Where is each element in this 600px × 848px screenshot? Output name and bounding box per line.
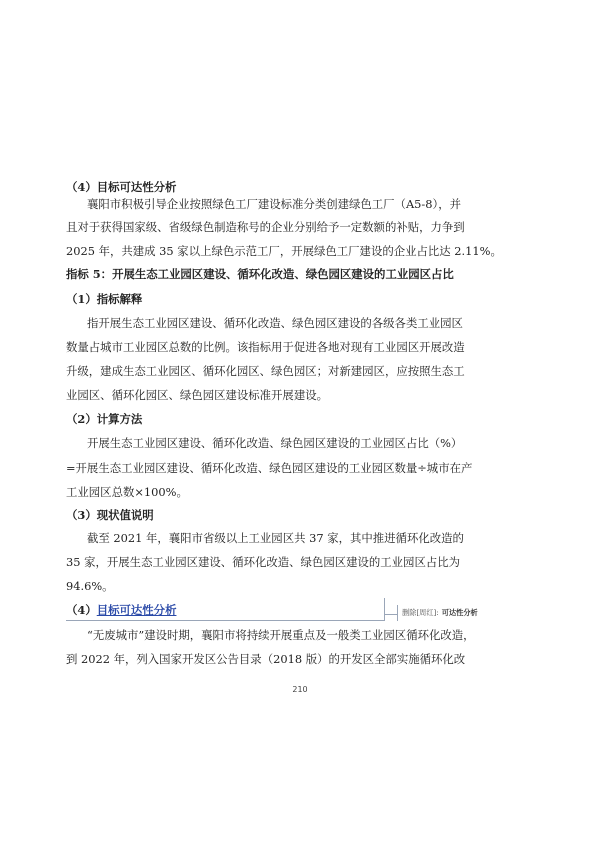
paragraph-line: 截至 2021 年，襄阳市省级以上工业园区共 37 家，其中推进循环化改造的 <box>87 531 464 545</box>
section-heading: （2）计算方法 <box>66 412 143 426</box>
paragraph-line: 襄阳市积极引导企业按照绿色工厂建设标准分类创建绿色工厂（A5-8），并 <box>87 197 461 211</box>
revision-deleted-text: 可达性分析 <box>441 608 478 617</box>
paragraph-line: 指开展生态工业园区建设、循环化改造、绿色园区建设的各级各类工业园区 <box>87 316 463 330</box>
section-heading: （1）指标解释 <box>66 292 143 306</box>
indicator-heading: 指标 5：开展生态工业园区建设、循环化改造、绿色园区建设的工业园区占比 <box>66 267 454 281</box>
paragraph-line: 2025 年，共建成 35 家以上绿色示范工厂，开展绿色工厂建设的企业占比达 2.11%。 <box>66 244 502 258</box>
paragraph-line: 数量占城市工业园区总数的比例。该指标用于促进各地对现有工业园区开展改造 <box>66 340 465 354</box>
revised-heading <box>66 603 176 617</box>
paragraph-line: 升级，建成生态工业园区、循环化园区、绿色园区；对新建园区，应按照生态工 <box>66 364 465 378</box>
paragraph-line: “无废城市”建设时期，襄阳市将持续开展重点及一般类工业园区循环化改造， <box>87 628 475 642</box>
paragraph-line: 工业园区总数×100%。 <box>66 485 188 499</box>
revision-connector-line <box>66 620 385 621</box>
paragraph-line: 且对于获得国家级、省级绿色制造称号的企业分别给予一定数额的补贴，力争到 <box>66 220 465 234</box>
paragraph-line: 94.6%。 <box>66 579 114 593</box>
revision-tag: 删除[周红]: <box>402 608 439 617</box>
page-number: 210 <box>292 685 308 694</box>
revised-text[interactable]: 目标可达性分析 <box>96 603 177 617</box>
heading-prefix: （4） <box>66 603 97 617</box>
section-heading: （4）目标可达性分析 <box>66 180 177 194</box>
paragraph-line: =开展生态工业园区建设、循环化改造、绿色园区建设的工业园区数量÷城市在产 <box>66 461 473 475</box>
paragraph-line: 35 家，开展生态工业园区建设、循环化改造、绿色园区建设的工业园区占比为 <box>66 555 461 569</box>
paragraph-line: 业园区、循环化园区、绿色园区建设标准开展建设。 <box>66 388 328 402</box>
revision-change-bar <box>384 598 385 620</box>
revision-comment-balloon[interactable] <box>397 605 542 621</box>
paragraph-line: 开展生态工业园区建设、循环化改造、绿色园区建设的工业园区占比（%） <box>87 436 463 450</box>
paragraph-line: 到 2022 年，列入国家开发区公告目录（2018 版）的开发区全部实施循环化改 <box>66 652 466 666</box>
section-heading: （3）现状值说明 <box>66 508 154 522</box>
revision-leader-line <box>385 614 397 615</box>
